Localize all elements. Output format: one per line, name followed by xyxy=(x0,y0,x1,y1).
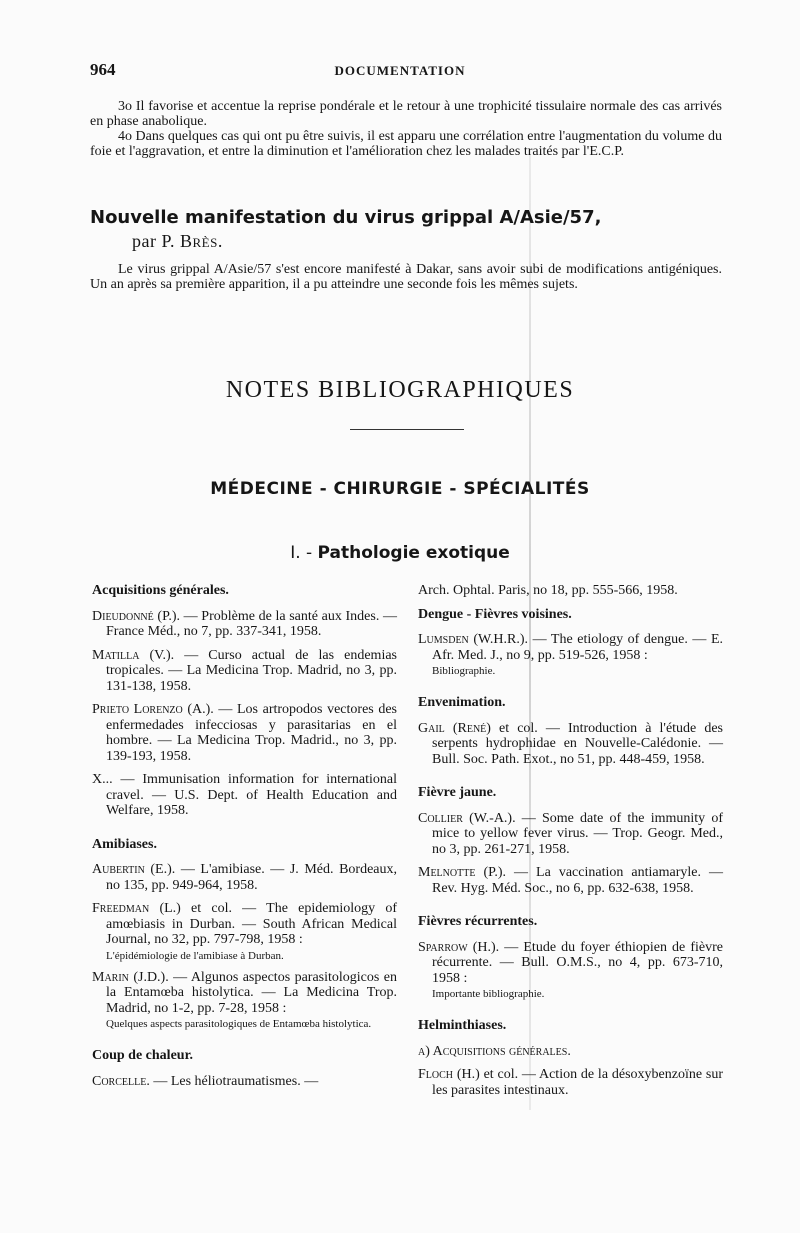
notes-bibliographiques-title: NOTES BIBLIOGRAPHIQUES xyxy=(225,377,575,403)
biblio-entry: Gail (René) et col. — Introduction à l'étude des serpents hydrophidae en Nouvelle-Calédonie. — Bull. Soc. Path. Exot., no 51, pp. 448-459, 1958. xyxy=(418,720,723,767)
biblio-entry: Prieto Lorenzo (A.). — Los artropodos vectores des enfermedades infecciosas y parasitarias en el hombre. — La Medicina Trop. Madrid., no 3, pp. 139-193, 1958. xyxy=(92,702,397,764)
entry-note: Bibliographie. xyxy=(432,665,496,677)
section-title: Nouvelle manifestation du virus grippal A/Asie/57, xyxy=(90,207,602,228)
heading-fievres-recurrentes: Fièvres récurrentes. xyxy=(418,914,538,929)
heading-coup-de-chaleur: Coup de chaleur. xyxy=(92,1048,194,1063)
section-body: Le virus grippal A/Asie/57 s'est encore manifesté à Dakar, sans avoir subi de modifications antigéniques. Un an après sa première apparition, il a pu atteindre une seconde fois les mêmes sujets. xyxy=(90,262,722,292)
intro-paragraph-4: 4o Dans quelques cas qui ont pu être suivis, il est apparu une corrélation entre l'augmentation du volume du foie et l'aggravation, et entre la diminution et l'amélioration chez les malades traités par l'E.C.P. xyxy=(90,129,722,159)
biblio-entry: Sparrow (H.). — Etude du foyer éthiopien de fièvre récurrente. — Bull. O.M.S., no 4, pp. 673-710, 1958 : Importante bibliographie. xyxy=(418,939,723,1000)
page-number: 964 xyxy=(90,60,116,79)
biblio-entry: X... — Immunisation information for international cravel. — U.S. Dept. of Health Education and Welfare, 1958. xyxy=(92,772,397,818)
biblio-entry: Lumsden (W.H.R.). — The etiology of dengue. — E. Afr. Med. J., no 9, pp. 519-526, 1958 : Bibliographie. xyxy=(418,632,723,677)
entry-note: Quelques aspects parasitologiques de Entamœba histolytica. xyxy=(106,1018,372,1030)
biblio-entry: Freedman (L.) et col. — The epidemiology of amœbiasis in Durban. — South African Medical Journal, no 32, pp. 797-798, 1958 : L'épidémiologie de l'amibiase à Durban. xyxy=(92,901,397,962)
entry-note: Importante bibliographie. xyxy=(432,988,545,1000)
biblio-entry: Melnotte (P.). — La vaccination antiamaryle. — Rev. Hyg. Méd. Soc., no 6, pp. 632-638, 1958. xyxy=(418,865,723,896)
biblio-entry: Marin (J.D.). — Algunos aspectos parasitologicos en la Entamœba histolytica. — La Medicina Trop. Madrid, no 1-2, pp. 7-28, 1958 : Quelques aspects parasitologiques de Entamœba histolytica. xyxy=(92,969,397,1030)
biblio-entry-continued: Arch. Ophtal. Paris, no 18, pp. 555-566, 1958. xyxy=(418,583,678,598)
running-title: DOCUMENTATION xyxy=(334,63,466,78)
heading-dengue: Dengue - Fièvres voisines. xyxy=(418,606,572,622)
biblio-entry: Matilla (V.). — Curso actual de las endemias tropicales. — La Medicina Trop. Madrid, no 3, pp. 131-138, 1958. xyxy=(92,647,397,694)
byline-author: Brès xyxy=(180,231,218,251)
biblio-entry: Floch (H.) et col. — Action de la désoxybenzoïne sur les parasites intestinaux. xyxy=(418,1067,723,1098)
right-column xyxy=(418,583,723,1106)
left-column xyxy=(92,583,397,1097)
heading-envenimation: Envenimation. xyxy=(418,695,506,710)
heading-helminthiases: Helminthiases. xyxy=(418,1018,507,1033)
subheading: MÉDECINE - CHIRURGIE - SPÉCIALITÉS xyxy=(210,479,590,499)
intro-paragraph-3: 3o Il favorise et accentue la reprise pondérale et le retour à une trophicité tissulaire normale des cas arrivés en phase anabolique. xyxy=(90,99,722,129)
divider-rule xyxy=(350,429,464,430)
section-byline: par P. Brès. xyxy=(132,231,223,251)
entry-note: L'épidémiologie de l'amibiase à Durban. xyxy=(106,949,284,962)
heading-amibiases: Amibiases. xyxy=(92,836,157,852)
chapter-heading: I. - Pathologie exotique xyxy=(290,543,510,563)
subheading-acquisitions: a) Acquisitions générales. xyxy=(418,1043,571,1059)
biblio-entry: Collier (W.-A.). — Some date of the immunity of mice to yellow fever virus. — Trop. Geogr. Med., no 3, pp. 261-271, 1958. xyxy=(418,810,723,857)
biblio-entry: Aubertin (E.). — L'amibiase. — J. Méd. Bordeaux, no 135, pp. 949-964, 1958. xyxy=(92,862,398,893)
heading-fievre-jaune: Fièvre jaune. xyxy=(418,785,497,800)
biblio-entry: Dieudonné (P.). — Problème de la santé aux Indes. — France Méd., no 7, pp. 337-341, 1958. xyxy=(92,608,397,639)
biblio-entry: Corcelle. — Les héliotraumatismes. — xyxy=(92,1073,319,1089)
heading-acquisitions: Acquisitions générales. xyxy=(92,583,229,598)
